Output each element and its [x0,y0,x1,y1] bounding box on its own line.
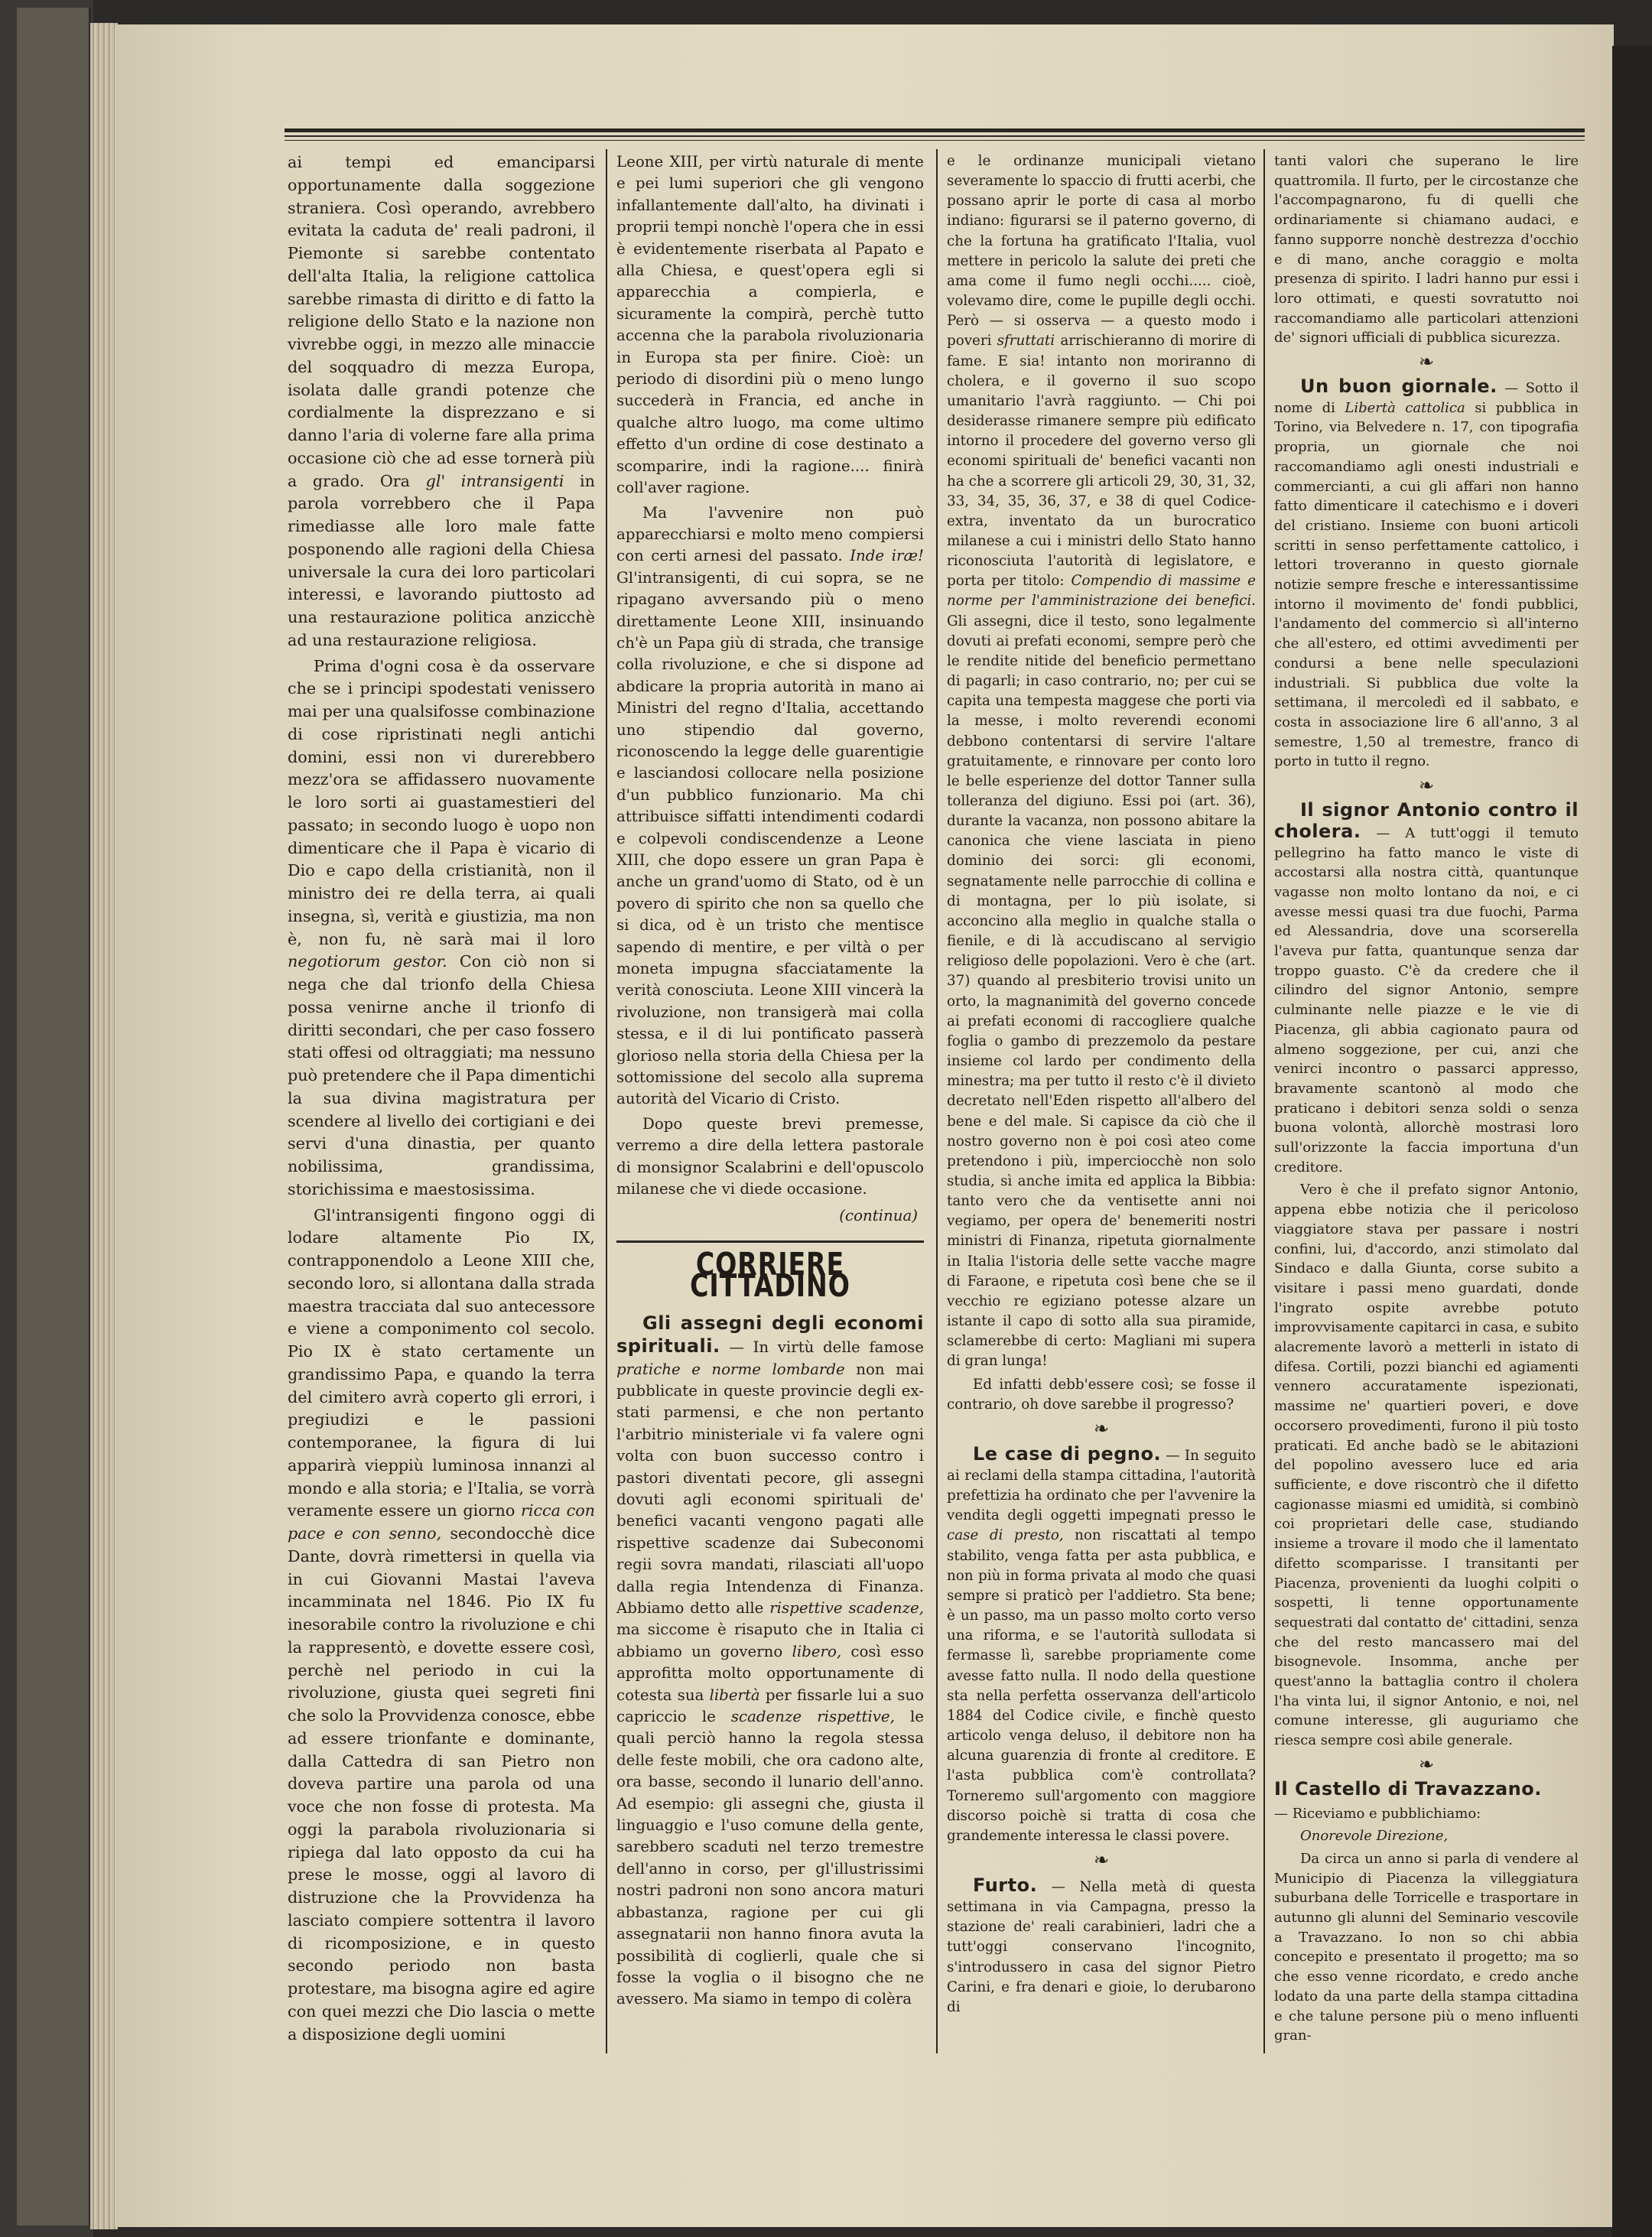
article-buon-giornale: Un buon giornale. — Sotto il nome di Libertà cattolica si pubblica in Torino, via Belvedere n. 17, con tipografia propria, un giornale che noi raccomandiamo agli onesti industriali e commercianti, a cui gli affari non hanno fatto dimenticare il catechismo e i doveri del cristiano. Insieme con buoni articoli scritti in senso perfettamente cattolico, i lettori troveranno in questo giornale notizie sempre fresche e interessantissime intorno il movimento de' fondi pubblici, l'andamento del commercio sì all'interno che all'estero, ed ottimi avvedimenti per condursi a bene nelle speculazioni industriali. Si pubblica due volte la settimana, il mercoledì ed il sabbato, e costa in associazione lire 6 all'anno, 3 al semestre, 1,50 al tremestre, franco di porto in tutto il regno. [1274,376,1579,770]
column-2 [616,151,924,2014]
section-rule [616,1240,924,1243]
paragraph: Leone XIII, per virtù naturale di mente e pei lumi superiori che gli vengono infallantemente dall'alto, ha divinati i proprii tempi nonchè l'opera che in essi è evidentemente riserbata al Papato e alla Chiesa, e quest'opera egli si apparecchia a compierla, e sicuramente la compirà, perchè tutto accenna che la parabola rivoluzionaria in Europa sta per finire. Cioè: un periodo di disordini più o meno lungo succederà in Francia, ed anche in qualche altro luogo, ma come ultimo effetto d'un ordine di cose destinato a scomparire, indi la ragione.... finirà coll'aver ragione. [616,153,924,497]
column-separator-1 [606,149,607,2053]
paragraph: Prima d'ogni cosa è da osservare che se i principi spodestati venissero mai per una qualsifosse combinazione di cose ripristinati negli antichi domini, essi non vi durerebbero mezz'ora se affidassero nuovamente le loro sorti ai guastamestieri del passato; in secondo luogo è uopo non dimenticare che il Papa è vicario di Dio e capo della cristianità, non il ministro dei re della terra, ai quali insegna, sì, verità e giustizia, ma non è, non fu, nè sarà mai il loro negotiorum gestor. Con ciò non si nega che dal trionfo della Chiesa possa venirne anche il trionfo di diritti secondari, che per caso fossero stati offesi od oltraggiati; ma nessuno può pretendere che il Papa dimentichi la sua divina magistratura per scendere al livello dei cortigiani e dei servi d'una dinastia, per quanto nobilissima, grandissima, storichissima e maestosissima. [288,656,595,1198]
header-rule-thin [285,135,1585,137]
paragraph: Da circa un anno si parla di vendere al Municipio di Piacenza la villeggiatura suburbana delle Torricelle e trasportare in autunno gli alunni del Seminario vescovile a Travazzano. Io non so chi abbia concepito e presentato il progetto; ma so che esso venne ricordato, e credo anche lodato da una parte della stampa cittadina e che talune persone più o meno influenti gran- [1274,1850,1579,2044]
letter-salutation: Onorevole Direzione, [1300,1828,1449,1845]
paragraph: tanti valori che superano le lire quattromila. Il furto, per le circostanze che l'accompagnarono, fu di quelli che ordinariamente si chiamano audaci, e fanno supporre nonchè destrezza d'occhio e di mano, anche coraggio e molta presenza di spirito. I ladri hanno pur essi i loro ottimati, e questi sovratutto noi raccomandiamo alle particolari attenzioni de' signori ufficiali di pubblica sicurezza. [1274,153,1579,346]
header-rule-thin-2 [285,140,1585,141]
header-rule-thick [285,128,1585,132]
article-headline: Le case di pegno. [973,1442,1162,1465]
article-furto: Furto. — Nella metà di questa settimana in via Campagna, presso la stazione de' reali carabinieri, ladri che a tutt'oggi conservano l'incognito, s'introdussero in casa del signor Pietro Carini, e fra denari e gioie, lo derubarono di [947,1874,1256,2015]
column-4 [1274,151,1579,2049]
paragraph: — Riceviamo e pubblichiamo: [1274,1805,1481,1822]
section-ornament: ❧ [1093,1417,1110,1439]
article-case-di-pegno: Le case di pegno. — In seguito ai reclami della stampa cittadina, l'autorità prefettizia ha ordinato che per l'avvenire la vendita degli oggetti impegnati presso le case di presto, non riscattati al tempo stabilito, venga fatta per asta pubblica, e non più in forma privata al modo che quasi sempre si praticò per l'addietro. Sta bene; è un passo, ma un passo molto corto verso una riforma, e se l'autorità sullodata si fermasse lì, sarebbe propriamente come avesse fatto nulla. Il nodo della questione sta nella perfetta osservanza dell'articolo 1884 del Codice civile, e finchè questo articolo venga deluso, il debitore non ha alcuna guarenzia di fronte al creditore. E l'asta pubblica com'è controllata? Torneremo sull'argomento con maggiore discorso poichè si tratta di cosa che grandemente interessa le classi povere. [947,1442,1257,1844]
column-3 [947,151,1256,2021]
section-ornament: ❧ [1418,351,1435,373]
article-castello [1274,1777,1579,1801]
section-title: CORRIERE CITTADINO [690,1245,850,1305]
section-ornament: ❧ [1093,1848,1110,1871]
article-headline: Il signor Antonio contro il cholera. [1274,799,1579,842]
right-shadow [1612,46,1652,2237]
section-ornament: ❧ [1418,775,1435,797]
section-ornament: ❧ [1418,1753,1435,1775]
article-gli-assegni: Gli assegni degli economi spirituali. — In virtù delle famose pratiche e norme lombarde non mai pubblicate in queste provincie degli ex-stati parmensi, e che non pertanto l'arbitrio ministeriale vi fa valere ogni volta con buon successo contro i pastori diventati pecore, gli assegni dovuti agli economi spirituali de' benefici vacanti vengono pagati alle rispettive scadenze dai Subeconomi regii sovra mandati, rilasciati all'uopo dalla regia Intendenza di Finanza. Abbiamo detto alle rispettive scadenze, ma siccome è risaputo che in Italia ci abbiamo un governo libero, così esso approfitta molto opportunamente di cotesta sua libertà per fissarle lui a suo capriccio le scadenze rispettive, le quali perciò hanno la regola stessa delle feste mobili, che ora cadono alte, ora basse, secondo il lunario dell'anno. Ad esempio: gli assegni che, giusta il linguaggio e l'uso comune della gente, sarebbero scaduti nel terzo tremestre dell'anno in corso, per gl'illustrissimi nostri padroni non sono ancora maturi abbastanza, ragione per cui gli assegnatarii non hanno finora avuta la possibilità di coglierli, quale che si fosse la voglia o il bisogno che ne avessero. Ma siamo in tempo di colèra [616,1312,925,2008]
article-headline: Furto. [973,1874,1038,1896]
article-headline: Il Castello di Travazzano. [1274,1777,1542,1800]
paragraph: Ed infatti debb'essere così; se fosse il contrario, oh dove sarebbe il progresso? [947,1376,1256,1413]
paragraph: Ma l'avvenire non può apparecchiarsi e molto meno compiersi con certi arnesi del passato. Inde iræ! Gl'intransigenti, di cui sopra, se ne ripagano avversando più o meno direttamente Leone XIII, insinuando ch'è un Papa giù di strada, che transige colla rivoluzione, e che si dispone ad abdicare la propria autorità in mano ai Ministri del regno d'Italia, accettando uno stipendio dal governo, riconoscendo la legge delle guarentigie e lasciandosi collocare nella posizione d'un pubblico funzionario. Ma chi attribuisce siffatti intendimenti codardi e colpevoli condiscendenze a Leone XIII, che dopo essere un gran Papa è anche un grand'uomo di Stato, od è un povero di spirito che non sa quello che si dica, od è un tristo che mentisce sapendo di mentire, e per viltà o per moneta impugna sfacciatamente la verità conosciuta. Leone XIII vincerà la rivoluzione, non transigerà mai colla stessa, e il di lui pontificato passerà glorioso nella storia della Chiesa per la sottomissione del secolo alla suprema autorità del Vicario di Cristo. [616,503,924,1108]
paragraph: Dopo queste brevi premesse, verremo a dire della lettera pastorale di monsignor Scalabrini e dell'opuscolo milanese che vi diede occasione. [616,1114,924,1198]
page-edges [90,23,118,2229]
column-separator-2 [936,149,938,2053]
paragraph: Vero è che il prefato signor Antonio, appena ebbe notizia che il pericoloso viaggiatore stava per passare i nostri confini, lui, d'accordo, anzi stimolato dal Sindaco e dalla Giunta, corse subito a visitare i passi meno guardati, donde l'ingrato ospite avrebbe potuto improvvisamente capitarci in casa, e subito alacremente lavorò a metterli in istato di difesa. Cortili, pozzi bianchi ed agiamenti vennero accuratamente ispezionati, massime ne' quartieri poveri, e dove occorsero provedimenti, furono il più tosto praticati. Ed anche badò se le abitazioni del popolino avessero luce ed aria sufficiente, e dove riscontrò che il difetto cagionasse miasmi ed umidità, si combinò coi proprietari delle case, studiando insieme a trovare il modo che il lamentato difetto scomparisse. I transitanti per Piacenza, provenienti da luoghi colpiti o sospetti, li tenne opportunamente sequestrati dal contatto de' cittadini, senza che del resto mancassero mai del bisognevole. Insomma, anche per quest'anno la battaglia contro il cholera l'ha vinta lui, il signor Antonio, e noi, nel comune interesse, gli auguriamo che riesca sempre così abile generale. [1274,1182,1579,1749]
article-headline: Gli assegni degli economi spirituali. [616,1312,924,1357]
paragraph: ai tempi ed emanciparsi opportunamente dalla soggezione straniera. Così operando, avrebbero evitata la caduta de' reali padroni, il Piemonte si sarebbe contentato dell'alta Italia, la religione cattolica sarebbe rimasta di diritto e di fatto la religione dello Stato e la nazione non vivrebbe oggi, in mezzo alle minaccie del soqquadro di mezza Europa, isolata dalle grandi potenze che cordialmente la disprezzano e si danno l'aria di volerne fare alla prima occasione ciò che ad esse tornerà più a grado. Ora gl' intransigenti in parola vorrebbero che il Papa rimediasse alle loro male fatte posponendo alle ragioni della Chiesa universale la cura dei loro particolari interessi, e lavorando piuttosto ad una restaurazione politica anzicchè ad una restaurazione religiosa. [288,153,595,649]
column-1 [288,151,595,2049]
binding-cloth [17,8,91,2226]
continua-label: (continua) [839,1206,918,1224]
paragraph: Gl'intransigenti fingono oggi di lodare altamente Pio IX, contrapponendolo a Leone XIII che, secondo loro, si allontana dalla strada maestra tracciata dal suo antecessore e viene a componimento col secolo. Pio IX è stato certamente un grandissimo Papa, e quando la terra del cimitero avrà coperto gli errori, i pregiudizi e le passioni contemporanee, la figura di lui apparirà vieppiù luminosa innanzi al mondo e alla storia; e l'Italia, se vorrà veramente essere un giorno ricca con pace e con senno, secondocchè dice Dante, dovrà rimettersi in quella via in cui Giovanni Mastai l'aveva incamminata nel 1846. Pio IX fu inesorabile contro la rivoluzione e chi la rappresentò, e dovette essere così, perchè nel periodo in cui la rivoluzione, giusta quei segreti fini che solo la Provvidenza conosce, ebbe ad essere trionfante e dominante, dalla Cattedra di san Pietro non doveva partire una parola od una voce che non fosse di protesta. Ma oggi la parabola rivoluzionaria si ripiega dal lato opposto da cui ha prese le mosse, oggi al lavoro di distruzione che la Provvidenza ha lasciato compiere sottentra il lavoro di ricomposizione, e in questo secondo periodo non basta protestare, ma bisogna agire ed agire con quei mezzi che Dio lascia o mette a disposizione degli uomini [288,1205,595,2044]
article-signor-antonio: Il signor Antonio contro il cholera. — A tutt'oggi il temuto pellegrino ha fatto manco le viste di accostarsi alla nostra città, quantunque vagasse non molto lontano da noi, e ci avesse messi quasi tra due fuochi, Parma ed Alessandria, dove una scorserella l'aveva pur fatta, quantunque senza dar troppo guasto. C'è da credere che il cilindro del signor Antonio, sempre culminante nelle piazze e le vie di Piacenza, gli abbia cagionato paura od almeno soggezione, per cui, anzi che venirci incontro o passarci appresso, bravamente scantonò al modo che praticano i debitori senza soldi o senza buona volontà, allorchè mostrasi loro sull'orizzonte la faccia importuna d'un creditore. [1274,799,1579,1175]
article-headline: Un buon giornale. [1300,376,1498,398]
column-separator-3 [1263,149,1265,2053]
paragraph: e le ordinanze municipali vietano severamente lo spaccio di frutti acerbi, che possano aprir le porte di casa al morbo indiano: figurarsi se il paterno governo, di che la fortuna ha gratificato l'Italia, vuol mettere in pericolo la salute dei preti che ama come il fumo negli occhi..... cioè, volevamo dire, come le pupille degli occhi. Però — si osserva — a questo modo i poveri sfruttati arrischieranno di morire di fame. E sia! intanto non moriranno di cholera, e il governo il suo scopo umanitario l'avrà raggiunto. — Chi poi desiderasse rimanere sempre più edificato intorno il procedere del governo verso gli economi spirituali de' benefici vacanti non ha che a scorrere gli articoli 29, 30, 31, 32, 33, 34, 35, 36, 37, e 38 di quel Codice-extra, inventato da un burocratico milanese a cui i ministri dello Stato hanno riconosciuta l'autorità di legislatore, e porta per titolo: Compendio di massime e norme per l'amministrazione dei benefici. Gli assegni, dice il testo, sono legalmente dovuti ai prefati economi, sempre però che le rendite nitide del beneficio permettano di pagarli; in caso contrario, no; per cui se capita una tempesta maggese che porti via la messe, i molto reverendi economi debbono contentarsi di servire l'altare gratuitamente, e rinnovare per conto loro le belle esperienze del dottor Tanner sulla tolleranza del digiuno. Essi poi (art. 36), durante la vacanza, non possono abitare la canonica che viene lasciata in pieno dominio dei sorci: gli economi, segnatamente nelle parrocchie di collina e di montagna, per lo più isolate, si acconcino alla meglio in qualche stalla o fienile, e di là accudiscano al servigio religioso delle popolazioni. Vero è che (art. 37) quando al presbiterio trovisi unito un orto, la magnanimità del governo concede ai prefati economi di raccogliere qualche foglia o gambo di prezzemolo da pestare insieme col lardo per condimento della minestra; ma per tutto il resto c'è il divieto decretato nell'Eden rispetto all'albero del bene e del male. Si capisce da ciò che il nostro governo non è poi così ateo come pretendono i più, imperciocchè non solo studia, sì anche imita ed applica la Bibbia: tanto vero che da ventisette anni noi vegiamo, per opera de' benemeriti nostri ministri di Finanza, ripetuta giornalmente in Italia l'istoria delle sette vacche magre di Faraone, e ripetuta così bene che se il vecchio re egiziano potesse alzare un istante il capo di sotto alla sua piramide, sclamerebbe di certo: Magliani mi supera di gran lunga! [947,153,1256,1370]
